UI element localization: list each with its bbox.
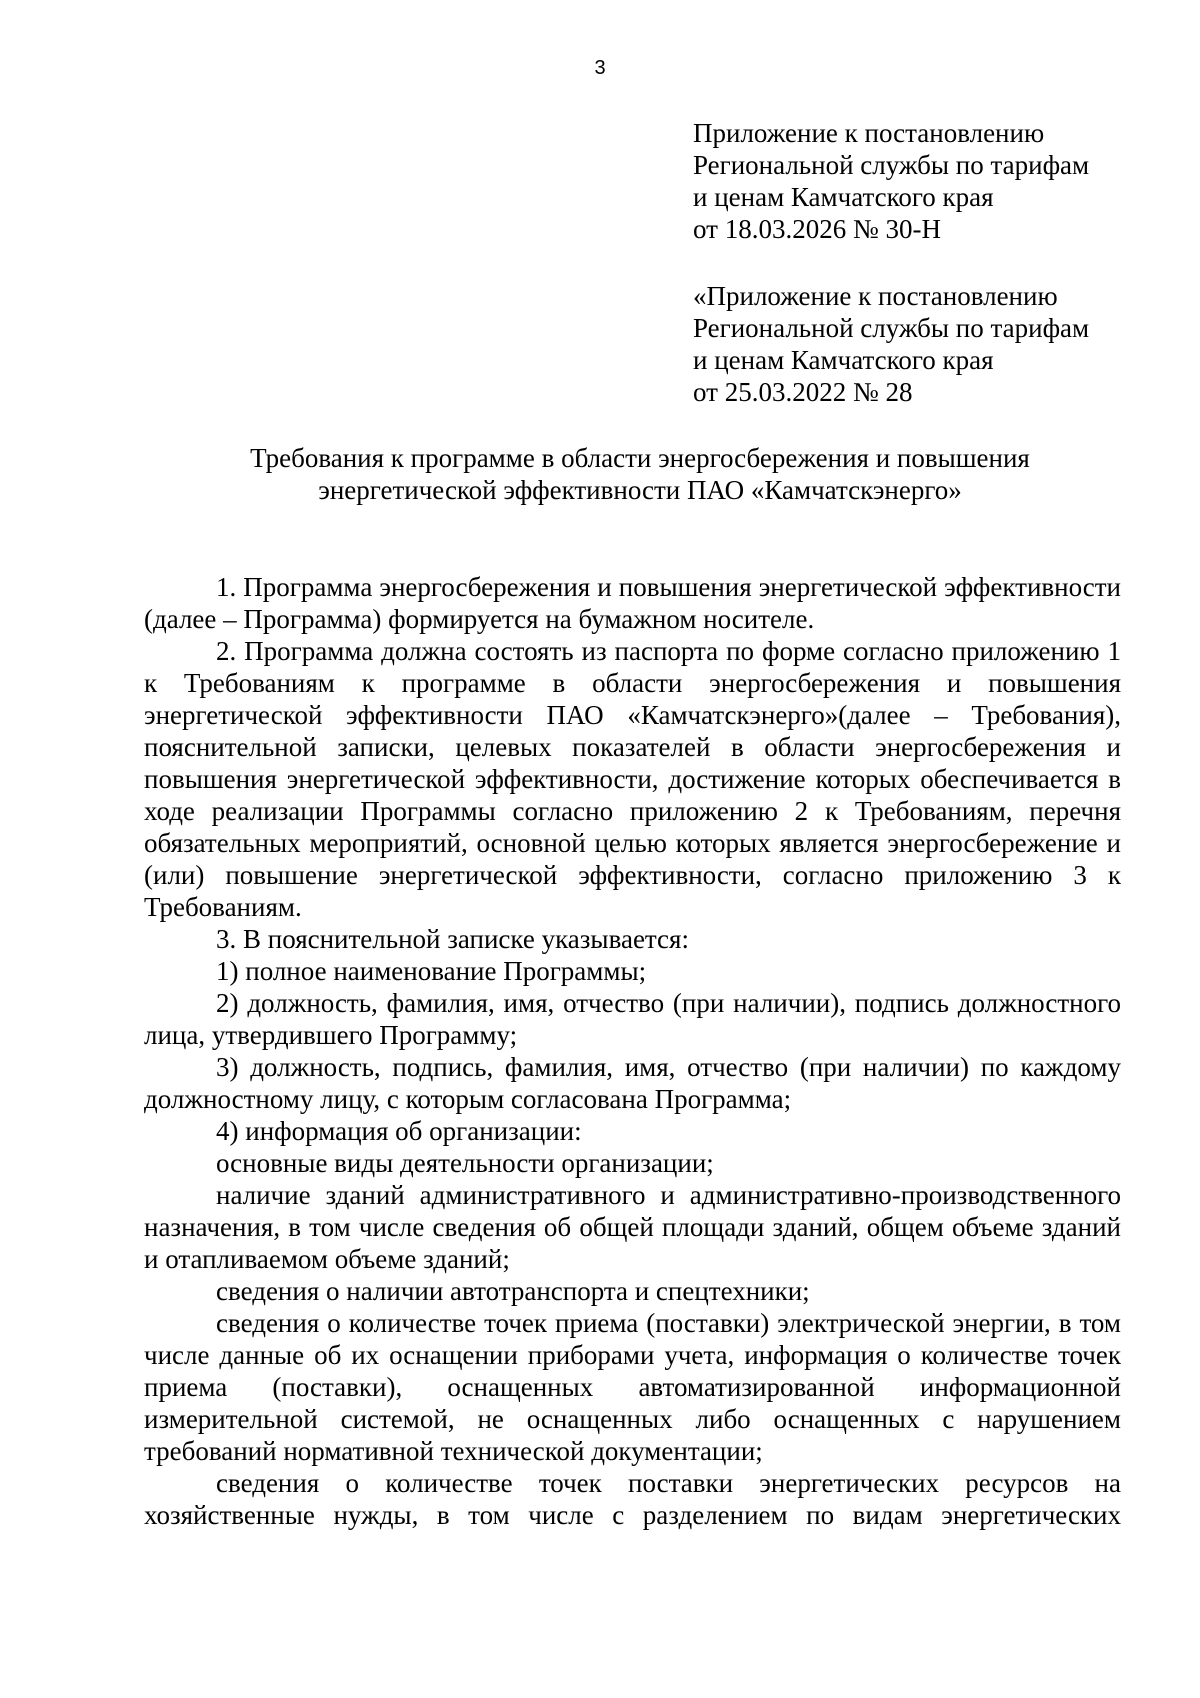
sub-item-vehicles: сведения о наличии автотранспорта и спецтехники; bbox=[216, 1276, 810, 1306]
document-title bbox=[140, 442, 1140, 506]
sub-item-energy-supply-points: сведения о количестве точек поставки энергетических ресурсов на хозяйственные нужды, в том числе с разделением по видам энергетических bbox=[144, 1468, 1121, 1530]
paragraph-item-3: 3. В пояснительной записке указывается: bbox=[216, 924, 689, 954]
appendix-header-previous bbox=[693, 280, 1133, 408]
title-line: Требования к программе в области энергосбережения и повышения bbox=[250, 443, 1030, 473]
appendix-previous-line: Региональной службы по тарифам bbox=[693, 313, 1090, 343]
appendix-previous-date: от 25.03.2022 № 28 bbox=[693, 377, 913, 407]
list-item-2: 2) должность, фамилия, имя, отчество (при наличии), подпись должностного лица, утвердившего Программу; bbox=[144, 988, 1121, 1050]
appendix-current-line: Региональной службы по тарифам bbox=[693, 150, 1090, 180]
list-item-4: 4) информация об организации: bbox=[216, 1116, 582, 1146]
list-item-3: 3) должность, подпись, фамилия, имя, отчество (при наличии) по каждому должностному лицу, с которым согласована Программа; bbox=[144, 1052, 1121, 1114]
paragraph-item-1: 1. Программа энергосбережения и повышения энергетической эффективности (далее – Программа) формируется на бумажном носителе. bbox=[144, 572, 1121, 634]
document-body bbox=[144, 571, 1121, 1531]
appendix-header-current bbox=[693, 117, 1133, 245]
sub-item-electricity-points: сведения о количестве точек приема (поставки) электрической энергии, в том числе данные об их оснащении приборами учета, информация о количестве точек приема (поставки), оснащенных автоматизированной информационной измерительной системой, не оснащенных либо оснащенных с нарушением требований нормативной технической документации; bbox=[144, 1308, 1121, 1466]
appendix-current-date: от 18.03.2026 № 30-Н bbox=[693, 214, 941, 244]
paragraph-item-2: 2. Программа должна состоять из паспорта по форме согласно приложению 1 к Требованиям к программе в области энергосбережения и повышения энергетической эффективности ПАО «Камчатскэнерго»(далее – Требования), пояснительной записки, целевых показателей в области энергосбережения и повышения энергетической эффективности, достижение которых обеспечивается в ходе реализации Программы согласно приложению 2 к Требованиям, перечня обязательных мероприятий, основной целью которых является энергосбережение и (или) повышение энергетической эффективности, согласно приложению 3 к Требованиям. bbox=[144, 636, 1121, 922]
appendix-previous-line: «Приложение к постановлению bbox=[693, 281, 1058, 311]
appendix-previous-line: и ценам Камчатского края bbox=[693, 345, 994, 375]
appendix-current-line: Приложение к постановлению bbox=[693, 118, 1045, 148]
page-number: 3 bbox=[594, 57, 606, 79]
title-line: энергетической эффективности ПАО «Камчатскэнерго» bbox=[318, 475, 962, 505]
sub-item-activities: основные виды деятельности организации; bbox=[216, 1148, 714, 1178]
sub-item-buildings: наличие зданий административного и административно-производственного назначения, в том числе сведения об общей площади зданий, общем объеме зданий и отапливаемом объеме зданий; bbox=[144, 1180, 1121, 1274]
list-item-1: 1) полное наименование Программы; bbox=[216, 956, 647, 986]
appendix-current-line: и ценам Камчатского края bbox=[693, 182, 994, 212]
